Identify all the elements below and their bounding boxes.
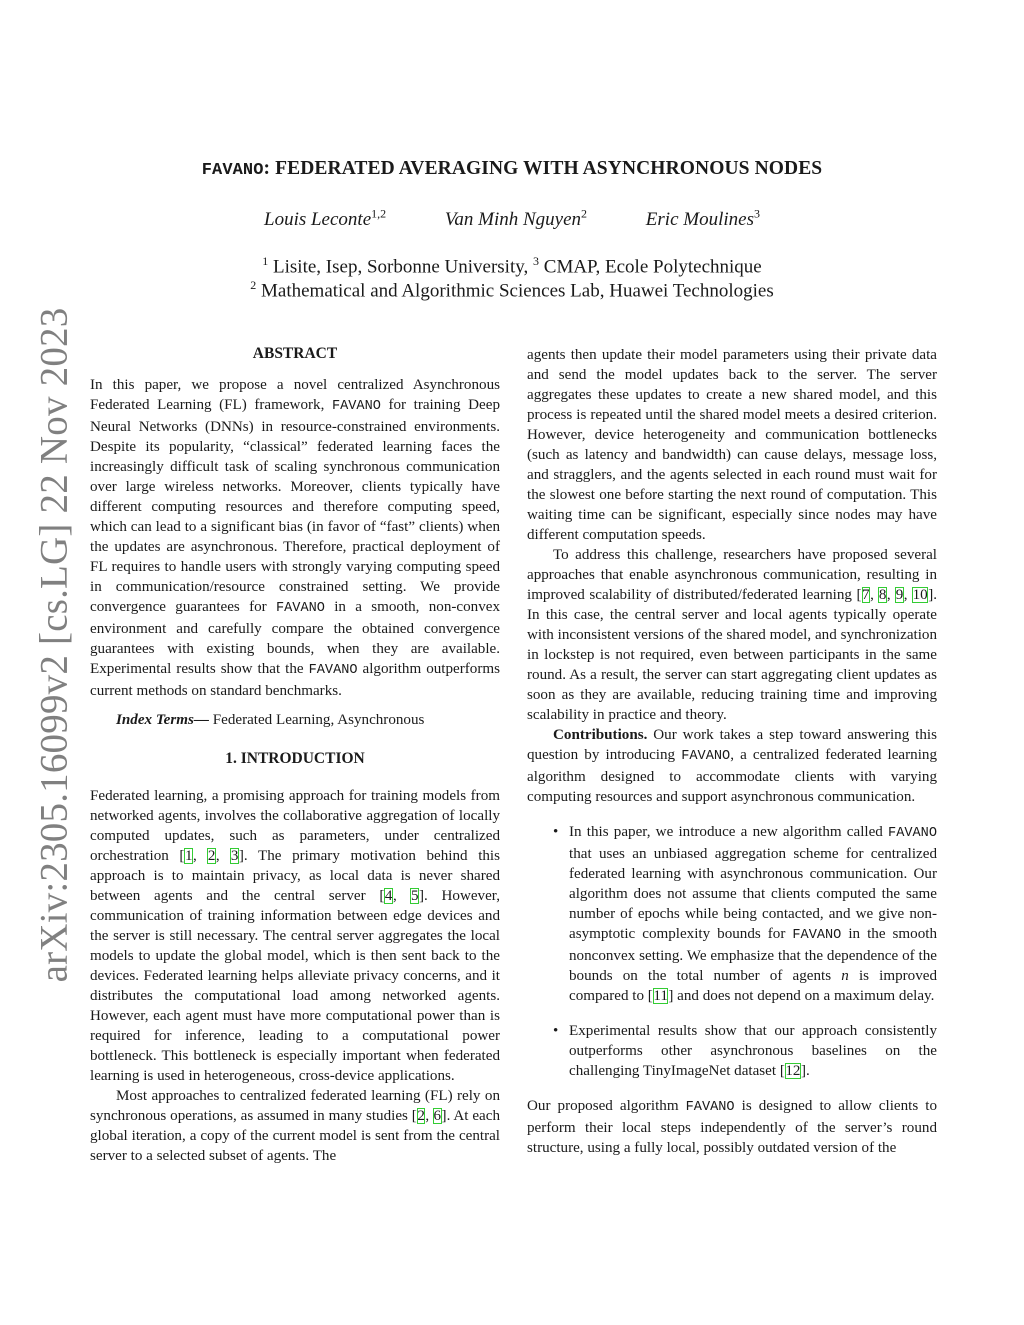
bullet-text: In this paper, we introduce a new algorithm called xyxy=(569,824,889,840)
title-text: : FEDERATED AVERAGING WITH ASYNCHRONOUS NODES xyxy=(263,158,823,179)
abstract-text: In this paper, we propose a novel centralized Asynchronous Federated Learning (FL) framework, xyxy=(90,377,500,413)
intro-text: Our work takes a step toward answering this question by introducing xyxy=(527,727,937,763)
intro-text: Federated learning, a promising approach for training models from networked agents, involves the collaborative aggregation of locally computed updates, such as parameters, under centralized orchestration [ xyxy=(90,788,500,864)
contributions-paragraph xyxy=(527,725,937,807)
affiliation-line-1 xyxy=(0,254,1024,278)
citation-link[interactable]: 10 xyxy=(912,587,928,603)
intro-text: ]. In this case, the central server and local agents typically operate with inconsistent versions of the shared model, and synchronization in lockstep is not required, even between participants in the same round. As a result, the server can start aggregating client updates as soon as they are available, reducing training time and improving scalability in practice and theory. xyxy=(527,587,937,723)
intro-text: To address this challenge, researchers have proposed several approaches that enable asynchronous communication, resulting in improved scalability of distributed/federated learning [ xyxy=(527,547,937,603)
paper-title xyxy=(0,158,1024,180)
arxiv-stamp: arXiv:2305.16099v2 [cs.LG] 22 Nov 2023 xyxy=(32,307,76,983)
abstract-text: for training Deep Neural Networks (DNNs) in resource-constrained environments. Despite its popularity, “classical” federated learning faces the increasingly difficult task of scaling synchronous communication over large wireless networks. Moreover, clients typically have different computing resources and therefore computing speed, which can lead to a significant bias (in favor of “fast” clients) when the updates are asynchronous. Therefore, practical deployment of FL requires to handle users with strongly varying computing speed in communication/resource constrained setting. We provide convergence guarantees for xyxy=(90,397,501,615)
algorithm-name: FAVANO xyxy=(275,601,325,616)
list-item xyxy=(527,1021,937,1081)
citation-link[interactable]: 2 xyxy=(207,848,216,864)
abstract-text: algorithm outperforms current methods on standard benchmarks. xyxy=(90,661,500,699)
citation-link[interactable]: 3 xyxy=(230,848,239,864)
bullet-text: that uses an unbiased aggregation scheme for centralized federated learning with asynchronous communication. Our algorithm does not assume that clients computed the same number of epochs while being contacted, and we give non-asymptotic complexity bounds for xyxy=(569,846,937,942)
citation-link[interactable]: 12 xyxy=(785,1063,801,1079)
citation-link[interactable]: 11 xyxy=(653,988,668,1004)
contributions-label: Contributions. xyxy=(553,727,648,743)
citation-link[interactable]: 4 xyxy=(384,888,393,904)
author-1-affil: 1,2 xyxy=(371,207,387,221)
author-2-name: Van Minh Nguyen xyxy=(444,209,582,231)
algorithm-name: FAVANO xyxy=(888,826,937,841)
algorithm-name: FAVANO xyxy=(685,1100,735,1115)
intro-text: ]. However, communication of training information between edge devices and the server is still necessary. The central server aggregates the local models to update the global model, which is then sent back to the devices. Federated learning helps alleviate privacy concerns, and it distributes the computational load among networked agents. However, each agent must have more computational power than is required for inference, leading to a computational power bottleneck. This bottleneck is especially important when federated learning is used in heterogeneous, cross-device applications. xyxy=(90,888,500,1084)
citation-link[interactable]: 1 xyxy=(184,848,193,864)
author-3 xyxy=(646,209,760,230)
citation-link[interactable]: 9 xyxy=(895,587,904,603)
intro-text: , a centralized federated learning algorithm designed to accommodate clients with varying computing resources and support asynchronous communication. xyxy=(527,747,937,805)
right-column xyxy=(527,345,937,1158)
bullet-text: ] and does not depend on a maximum delay. xyxy=(668,988,935,1004)
title-algorithm-name: FAVANO xyxy=(201,161,264,180)
author-1 xyxy=(264,209,386,230)
intro-text: Most approaches to centralized federated learning (FL) rely on synchronous operations, as assumed in many studies [ xyxy=(90,1088,500,1124)
author-1-name: Louis Leconte xyxy=(264,209,372,231)
intro-paragraph-3: To address this challenge, researchers have proposed several approaches that enable asynchronous communication, resulting in improved scalability of distributed/federated learning [7, 8, 9, 10]. In this case, the central server and local agents typically operate with inconsistent versions of the shared model, and synchronization in lockstep is not required, even between participants in the same round. As a result, the server can start aggregating client updates as soon as they are available, reducing training time and improving scalability in practice and theory. xyxy=(527,547,937,723)
intro-text: agents then update their model parameters using their private data and send the model updates back to the server. The server aggregates these updates to create a new shared model, and this process is repeated until the shared model meets a desired criterion. However, device heterogeneity and communication bottlenecks (such as latency and bandwidth) can cause delays, message loss, and stragglers, and the agents selected in each round must wait for the slowest one before starting the next round of computation. This waiting time can be significant, especially since nodes may have different computation speeds. xyxy=(527,347,937,543)
bullet-text: Experimental results show that our approach consistently outperforms other asynchronous baselines on the challenging TinyImageNet dataset [ xyxy=(569,1023,937,1079)
author-2 xyxy=(445,209,587,230)
intro-paragraph-1: Federated learning, a promising approach for training models from networked agents, involves the collaborative aggregation of locally computed updates, such as parameters, under centralized orchestration [1, 2, 3]. The primary motivation behind this approach is to maintain privacy, as local data is never shared between agents and the central server [4, 5]. However, communication of training information between edge devices and the server is still necessary. The central server aggregates the local models to update the global model, which is then sent back to the devices. Federated learning helps alleviate privacy concerns, and it distributes the computational load among networked agents. However, each agent must have more computational power than is required for inference, leading to a computational power bottleneck. This bottleneck is especially important when federated learning is used in heterogeneous, cross-device applications. xyxy=(90,788,500,1084)
citation-link[interactable]: 8 xyxy=(878,587,887,603)
intro-text: Our proposed algorithm xyxy=(527,1098,686,1114)
introduction-heading: 1. INTRODUCTION xyxy=(225,750,365,767)
citation-link[interactable]: 7 xyxy=(862,587,870,603)
citation-link[interactable]: 6 xyxy=(433,1108,442,1124)
bullet-icon: • xyxy=(553,1023,559,1039)
author-2-affil: 2 xyxy=(581,207,588,221)
algorithm-name: FAVANO xyxy=(331,399,381,414)
author-list xyxy=(0,207,1024,231)
algorithm-name: FAVANO xyxy=(792,928,842,943)
bullet-icon: • xyxy=(553,824,559,840)
abstract-body xyxy=(90,375,500,701)
math-variable: n xyxy=(841,968,849,984)
index-terms xyxy=(90,710,500,730)
algorithm-name: FAVANO xyxy=(681,749,731,764)
affil-text: Mathematical and Algorithmic Sciences Lab, Huawei Technologies xyxy=(256,280,774,302)
intro-paragraph-4 xyxy=(527,1096,937,1158)
affil-marker: 1 xyxy=(262,254,269,268)
left-column xyxy=(90,344,500,1166)
abstract-heading: ABSTRACT xyxy=(252,345,338,362)
intro-text: is designed to allow clients to perform their local steps independently of the server’s round structure, using a fully local, possibly outdated version of the xyxy=(527,1098,937,1156)
intro-paragraph-2-continued xyxy=(527,345,937,545)
list-item xyxy=(527,822,937,1006)
bullet-text: ]. xyxy=(800,1063,810,1079)
citation-link[interactable]: 2 xyxy=(417,1108,425,1124)
index-terms-label: Index Terms— xyxy=(116,712,209,728)
contributions-list xyxy=(527,822,937,1081)
intro-text: ]. The primary motivation behind this approach is to maintain privacy, as local data is never shared between agents and the central server [ xyxy=(90,848,500,904)
author-3-name: Eric Moulines xyxy=(645,209,754,231)
bullet-text: is improved compared to [ xyxy=(569,968,938,1004)
author-3-affil: 3 xyxy=(753,207,760,221)
affil-text: CMAP, Ecole Polytechnique xyxy=(539,256,762,278)
index-terms-text: Federated Learning, Asynchronous xyxy=(208,712,425,728)
intro-paragraph-2: Most approaches to centralized federated learning (FL) rely on synchronous operations, as assumed in many studies [2, 6]. At each global iteration, a copy of the current model is sent from the central server to a selected subset of agents. The xyxy=(90,1088,500,1164)
affil-marker: 2 xyxy=(250,278,257,292)
affiliation-line-2 xyxy=(0,278,1024,302)
bullet-text: in the smooth nonconvex setting. We emphasize that the dependence of the bounds on the total number of agents xyxy=(569,926,937,984)
abstract-text: in a smooth, non-convex environment and carefully compare the obtained convergence guarantees with existing bounds, when they are available. Experimental results show that the xyxy=(90,599,500,677)
citation-link[interactable]: 5 xyxy=(410,888,419,904)
intro-text: ]. At each global iteration, a copy of the current model is sent from the central server to a selected subset of agents. The xyxy=(90,1108,500,1164)
affil-marker: 3 xyxy=(533,254,540,268)
affil-text: Lisite, Isep, Sorbonne University, xyxy=(268,256,534,278)
algorithm-name: FAVANO xyxy=(308,663,358,678)
